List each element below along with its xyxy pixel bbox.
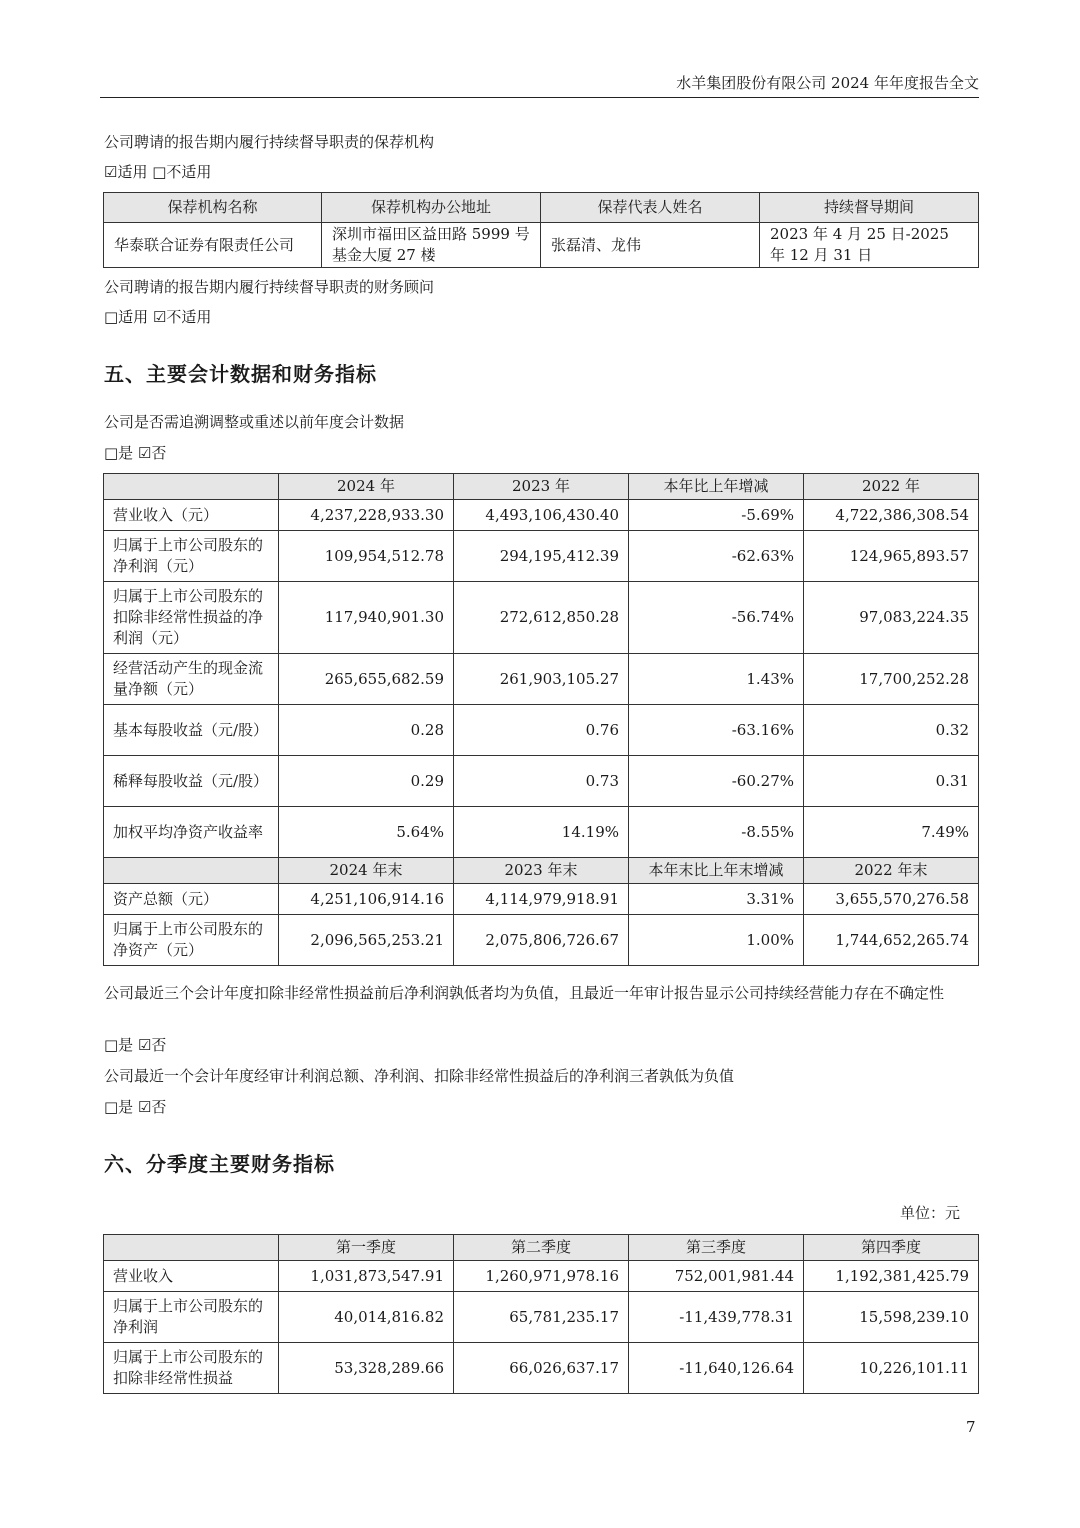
cell: 66,026,637.17	[454, 1343, 629, 1394]
sponsor-col-period: 持续督导期间	[760, 193, 979, 223]
sponsor-name: 华泰联合证券有限责任公司	[104, 223, 322, 268]
row-label: 营业收入（元）	[104, 500, 279, 531]
cell: 2,075,806,726.67	[454, 915, 629, 966]
cell: 272,612,850.28	[454, 582, 629, 654]
cell: 10,226,101.11	[804, 1343, 979, 1394]
page-number: 7	[966, 1418, 976, 1436]
retro-answer: □是 ☑否	[104, 444, 167, 462]
table-row	[104, 884, 979, 915]
cell: 2,096,565,253.21	[279, 915, 454, 966]
cell: 265,655,682.59	[279, 654, 454, 705]
table-row	[104, 1261, 979, 1292]
row-label: 营业收入	[104, 1261, 279, 1292]
cell: 97,083,224.35	[804, 582, 979, 654]
unit-label: 单位：元	[899, 1204, 960, 1222]
cell: 5.64%	[279, 807, 454, 858]
cell: 0.31	[804, 756, 979, 807]
col-2023: 2023 年	[454, 474, 629, 500]
cell: 14.19%	[454, 807, 629, 858]
table-row	[104, 531, 979, 582]
sponsor-representative: 张磊清、龙伟	[541, 223, 760, 268]
row-label: 归属于上市公司股东的净利润（元）	[104, 531, 279, 582]
table-header-row	[104, 1235, 979, 1261]
negative-profit-question: 公司最近一个会计年度经审计利润总额、净利润、扣除非经常性损益后的净利润三者孰低为负值	[104, 1067, 735, 1085]
sponsor-col-representative: 保荐代表人姓名	[541, 193, 760, 223]
cell: 294,195,412.39	[454, 531, 629, 582]
cell: 3.31%	[629, 884, 804, 915]
negative-profit-answer: □是 ☑否	[104, 1098, 167, 1116]
advisor-intro: 公司聘请的报告期内履行持续督导职责的财务顾问	[104, 278, 435, 296]
going-concern-question: 公司最近三个会计年度扣除非经常性损益前后净利润孰低者均为负值，且最近一年审计报告显示公司持续经营能力存在不确定性	[104, 984, 945, 1002]
cell: 1,744,652,265.74	[804, 915, 979, 966]
col-2022-end: 2022 年末	[804, 858, 979, 884]
cell: -60.27%	[629, 756, 804, 807]
table-row	[104, 756, 979, 807]
cell: 0.73	[454, 756, 629, 807]
cell: -63.16%	[629, 705, 804, 756]
table-row	[104, 1343, 979, 1394]
cell: -62.63%	[629, 531, 804, 582]
cell: 124,965,893.57	[804, 531, 979, 582]
sponsor-intro: 公司聘请的报告期内履行持续督导职责的保荐机构	[104, 133, 435, 151]
row-label: 经营活动产生的现金流量净额（元）	[104, 654, 279, 705]
cell: 0.32	[804, 705, 979, 756]
cell: 1,192,381,425.79	[804, 1261, 979, 1292]
cell: 0.76	[454, 705, 629, 756]
table-header-row	[104, 474, 979, 500]
financial-indicators-table	[103, 473, 979, 966]
col-q2: 第二季度	[454, 1235, 629, 1261]
section6-title: 六、分季度主要财务指标	[104, 1152, 335, 1176]
col-q4: 第四季度	[804, 1235, 979, 1261]
retro-question: 公司是否需追溯调整或重述以前年度会计数据	[104, 413, 405, 431]
cell: 3,655,570,276.58	[804, 884, 979, 915]
row-label: 归属于上市公司股东的净资产（元）	[104, 915, 279, 966]
cell: 261,903,105.27	[454, 654, 629, 705]
cell: 7.49%	[804, 807, 979, 858]
row-label: 加权平均净资产收益率	[104, 807, 279, 858]
cell: 40,014,816.82	[279, 1292, 454, 1343]
row-label: 归属于上市公司股东的扣除非经常性损益	[104, 1343, 279, 1394]
sponsor-period: 2023 年 4 月 25 日-2025 年 12 月 31 日	[760, 223, 979, 268]
cell: 4,722,386,308.54	[804, 500, 979, 531]
cell: 1,031,873,547.91	[279, 1261, 454, 1292]
cell: 109,954,512.78	[279, 531, 454, 582]
table-header-row	[104, 858, 979, 884]
col-q1: 第一季度	[279, 1235, 454, 1261]
table-row	[104, 582, 979, 654]
advisor-applicable: □适用 ☑不适用	[104, 308, 212, 326]
col-label	[104, 1235, 279, 1261]
report-header: 水羊集团股份有限公司 2024 年年度报告全文	[100, 72, 979, 98]
cell: 1,260,971,978.16	[454, 1261, 629, 1292]
cell: 0.29	[279, 756, 454, 807]
cell: -56.74%	[629, 582, 804, 654]
sponsor-table	[103, 192, 979, 268]
cell: 15,598,239.10	[804, 1292, 979, 1343]
cell: 1.43%	[629, 654, 804, 705]
col-2022: 2022 年	[804, 474, 979, 500]
cell: 65,781,235.17	[454, 1292, 629, 1343]
cell: 4,237,228,933.30	[279, 500, 454, 531]
row-label: 资产总额（元）	[104, 884, 279, 915]
sponsor-address: 深圳市福田区益田路 5999 号基金大厦 27 楼	[322, 223, 541, 268]
cell: 752,001,981.44	[629, 1261, 804, 1292]
table-row	[104, 654, 979, 705]
cell: 4,493,106,430.40	[454, 500, 629, 531]
col-2024: 2024 年	[279, 474, 454, 500]
quarterly-table	[103, 1234, 979, 1394]
section5-title: 五、主要会计数据和财务指标	[104, 362, 377, 386]
cell: 53,328,289.66	[279, 1343, 454, 1394]
row-label: 归属于上市公司股东的扣除非经常性损益的净利润（元）	[104, 582, 279, 654]
cell: 117,940,901.30	[279, 582, 454, 654]
sponsor-col-address: 保荐机构办公地址	[322, 193, 541, 223]
cell: 17,700,252.28	[804, 654, 979, 705]
sponsor-col-name: 保荐机构名称	[104, 193, 322, 223]
row-label: 归属于上市公司股东的净利润	[104, 1292, 279, 1343]
col-2024-end: 2024 年末	[279, 858, 454, 884]
going-concern-answer: □是 ☑否	[104, 1036, 167, 1054]
col-label	[104, 858, 279, 884]
cell: 0.28	[279, 705, 454, 756]
col-2023-end: 2023 年末	[454, 858, 629, 884]
col-change: 本年比上年增减	[629, 474, 804, 500]
col-q3: 第三季度	[629, 1235, 804, 1261]
cell: 1.00%	[629, 915, 804, 966]
cell: -11,439,778.31	[629, 1292, 804, 1343]
cell: 4,114,979,918.91	[454, 884, 629, 915]
table-row	[104, 1292, 979, 1343]
col-change-end: 本年末比上年末增减	[629, 858, 804, 884]
cell: 4,251,106,914.16	[279, 884, 454, 915]
row-label: 基本每股收益（元/股）	[104, 705, 279, 756]
sponsor-applicable: ☑适用 □不适用	[104, 163, 212, 181]
cell: -5.69%	[629, 500, 804, 531]
table-row	[104, 705, 979, 756]
col-label	[104, 474, 279, 500]
row-label: 稀释每股收益（元/股）	[104, 756, 279, 807]
table-row	[104, 500, 979, 531]
table-row	[104, 915, 979, 966]
table-row	[104, 807, 979, 858]
cell: -11,640,126.64	[629, 1343, 804, 1394]
cell: -8.55%	[629, 807, 804, 858]
